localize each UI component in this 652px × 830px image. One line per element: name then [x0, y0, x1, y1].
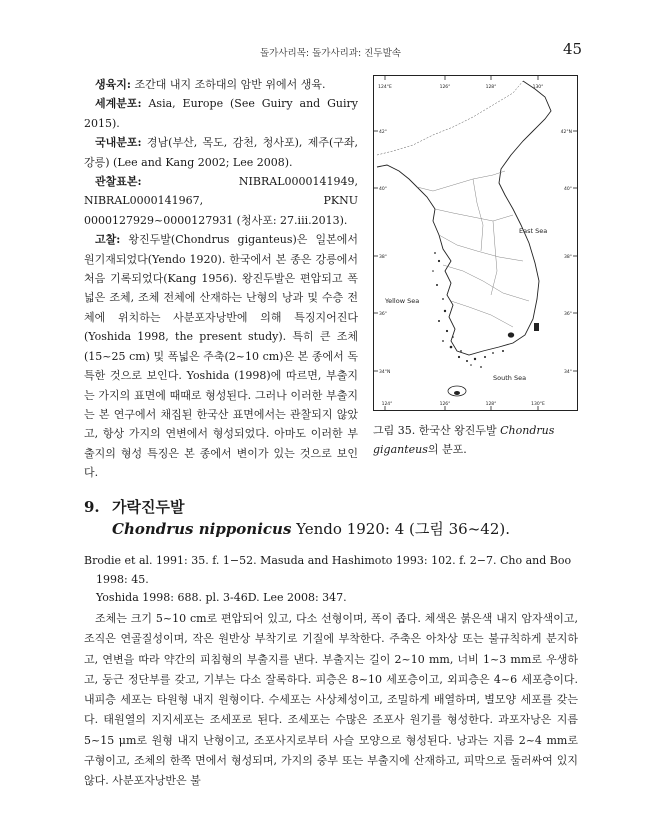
map-bottom-label: 128° [485, 402, 497, 407]
reference-line [84, 552, 578, 608]
page-number: 45 [563, 40, 583, 58]
remarks-paragraph [84, 230, 358, 482]
south-sea-label: South Sea [493, 374, 527, 382]
map-top-label: 124°E [378, 85, 392, 90]
jeju-record-marker [454, 391, 460, 395]
reference-text: Brodie et al. 1991: 35. f. 1−52. Masuda and Hashimoto 1993: 102. f. 2−7. Cho and Boo 1998: 45. [84, 554, 572, 586]
section-number: 9. [84, 498, 100, 516]
domestic-distribution-label: 국내분포: [95, 136, 142, 150]
section-heading [84, 496, 184, 518]
caption-species: Chondrus giganteus [373, 424, 555, 456]
species-authority: Yendo 1920: 4 (그림 36~42). [291, 520, 510, 538]
map-left-label: 42° [379, 130, 387, 135]
domestic-distribution-text: 경남(부산, 목도, 감천, 청사포), 제주(구좌, 강릉) (Lee and Kang 2002; Lee 2008). [84, 136, 358, 169]
specimens-text: NIBRAL0000141949, NIBRAL0000141967, PKNU 0000127929~0000127931 (청사포: 27.iii.2013). [84, 175, 358, 227]
yellow-sea-label: Yellow Sea [385, 297, 420, 305]
map-right-label: 40° [564, 187, 572, 192]
running-head: 돌가사리목: 돌가사리과: 진두발속 [260, 48, 401, 59]
busan-record-marker [508, 332, 514, 337]
distribution-map [373, 75, 578, 411]
world-distribution-label: 세계분포: [95, 97, 142, 111]
species-notes [84, 75, 358, 483]
map-top-label: 126° [439, 85, 451, 90]
caption-prefix: 그림 35. 한국산 왕진두발 [373, 424, 501, 437]
species-name: Chondrus nipponicus [112, 520, 292, 538]
map-right-label: 42°N [560, 130, 572, 135]
coast-record-marker [534, 323, 539, 331]
east-sea-label: East Sea [519, 227, 548, 235]
map-bottom-label: 126° [439, 402, 451, 407]
species-heading [112, 518, 510, 540]
map-left-label: 36° [379, 312, 387, 317]
description-paragraph: 조체는 크기 5~10 cm로 편압되어 있고, 다소 선형이며, 폭이 좁다. 체색은 붉은색 내지 암자색이고, 조직은 연골질성이며, 작은 원반상 부착기로 기질에 부착한다. 주축은 아차상 또는 불규칙하게 분지하고, 연변을 따라 약간의 피침형의 부출지를 낸다. 부출지는 길이 2~10 mm, 너비 1~3 mm로 우생하고, 둥근 정단부를 갖고, 기부는 다소 잘록하다. 피층은 8~10 세포층이고, 외피층은 4~6 세포층이다. 내피층 세포는 타원형 내지 원형이다. 수세포는 사상체성이고, 조밀하게 배열하며, 별모양 세포를 갖는다. 태원열의 지지세포는 조세포로 된다. 조세포는 수많은 조포사 원기를 형성한다. 과포자낭은 지름 5~15 μm로 원형 내지 난형이고, 조포사지로부터 사슬 모양으로 형성된다. 낭과는 지름 2~4 mm로 구형이고, 조체의 한쪽 면에서 형성되며, 가지의 중부 또는 부출지에 산재하고, 피막으로 둘러싸여 있지 않다. 사분포자낭반은 불 [84, 612, 578, 788]
figure-caption [373, 421, 578, 459]
map-bottom-label: 124° [381, 402, 393, 407]
domestic-distribution-paragraph [84, 133, 358, 172]
reference-text: Yoshida 1998: 688. pl. 3-46D. Lee 2008: 347. [96, 591, 347, 604]
map-bottom-label: 130°E [531, 402, 545, 407]
map-top-label: 128° [485, 85, 497, 90]
map-left-label: 38° [379, 255, 387, 260]
map-right-label: 36° [564, 312, 572, 317]
map-frame [374, 76, 578, 411]
map-top-label: 130° [532, 85, 544, 90]
description-text [84, 609, 578, 792]
habitat-paragraph [84, 75, 358, 94]
map-left-label: 40° [379, 187, 387, 192]
specimens-label: 관찰표본: [95, 175, 142, 189]
remarks-text: 왕진두발(Chondrus giganteus)은 일본에서 원기재되었다(Yendo 1920). 한국에서 본 종은 강릉에서 처음 기록되었다(Kang 1956). 왕진두발은 편압되고 폭넓은 조체, 조체 전체에 산재하는 난형의 낭과 및 수층 전체에 위치하는 사분포자낭반에 의해 특징지어진다(Yoshida 1998, the present study). 특히 큰 조체(15~25 cm) 및 폭넓은 주축(2~10 cm)은 본 종에서 독특한 것으로 보인다. Yoshida (1998)에 따르면, 부출지는 가지의 표면에 때때로 형성된다. 그러나 이러한 부출지는 본 연구에서 채집된 한국산 표면에서는 관찰되지 않았고, 항상 가지의 연변에서 형성되었다. 아마도 이러한 부출지의 형성 특징은 본 종에서 변이가 있는 것으로 보인다. [84, 233, 358, 480]
section-korean-name: 가락진두발 [112, 498, 185, 516]
specimens-paragraph [84, 172, 358, 230]
remarks-label: 고찰: [95, 233, 121, 247]
habitat-label: 생육지: [95, 78, 131, 91]
world-distribution-paragraph [84, 94, 358, 133]
map-left-label: 34°N [379, 370, 391, 375]
caption-suffix: 의 분포. [427, 443, 467, 456]
synonymy-references [84, 552, 578, 608]
world-distribution-text: Asia, Europe (See Guiry and Guiry 2015). [84, 97, 358, 130]
habitat-text: 조간대 내지 조하대의 암반 위에서 생육. [130, 78, 326, 91]
map-right-label: 38° [564, 255, 572, 260]
map-right-label: 34° [564, 370, 572, 375]
